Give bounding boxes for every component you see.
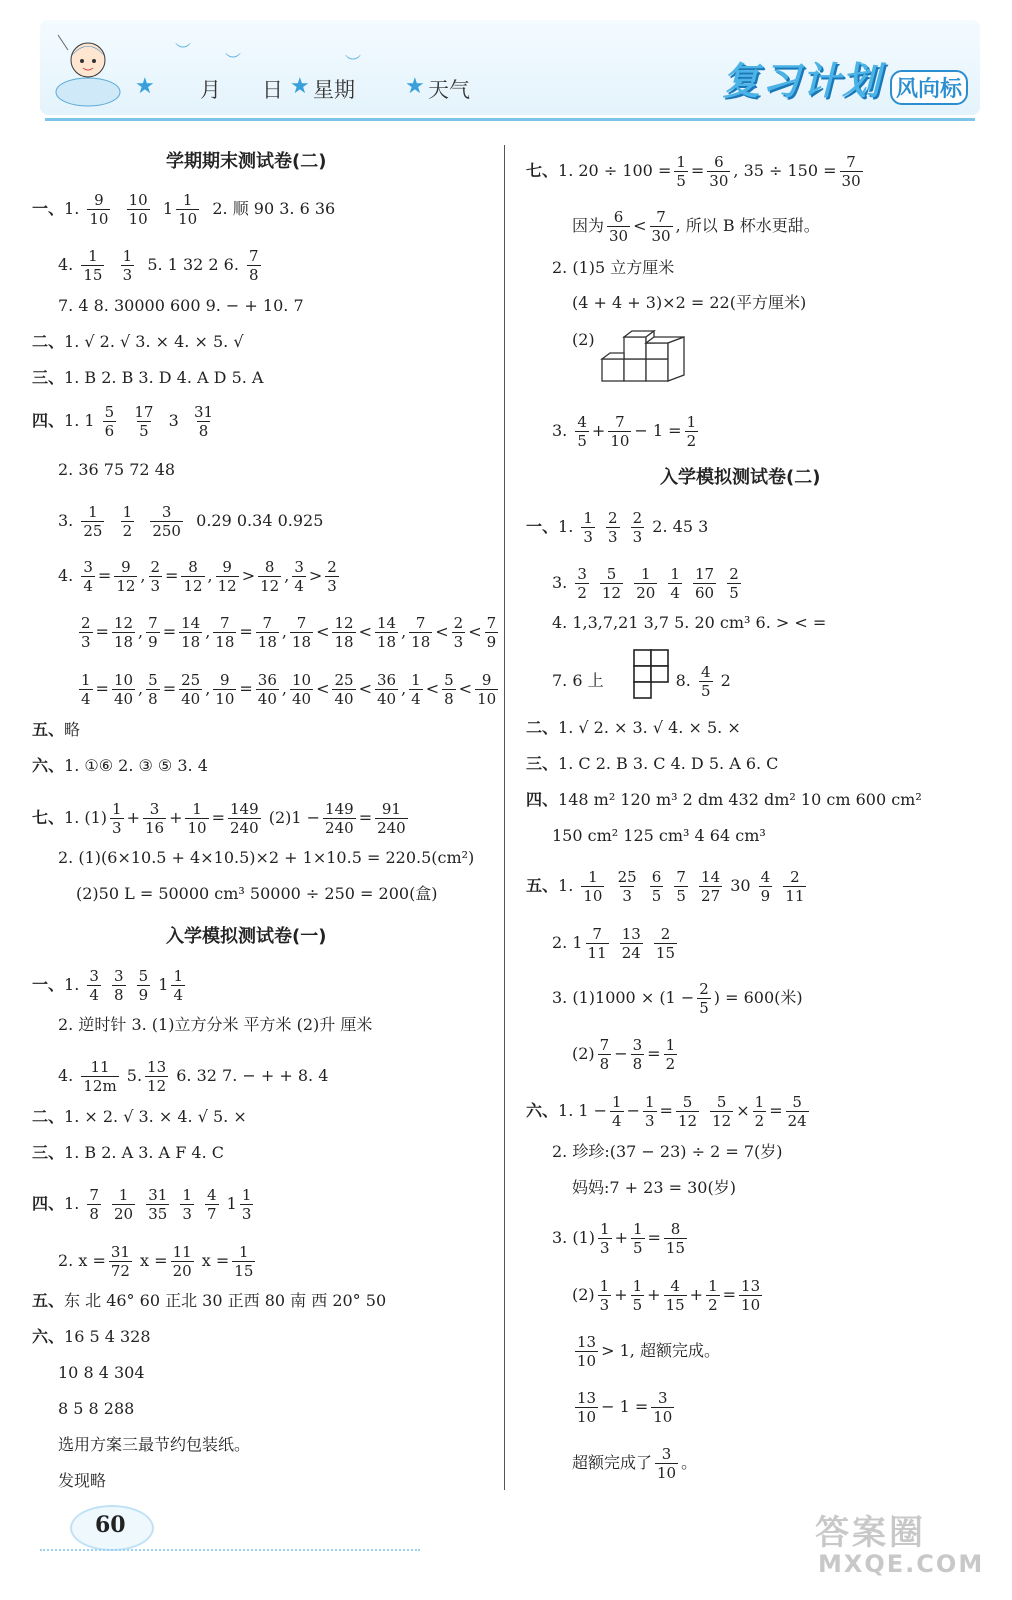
fraction: $\frac{5}{12}$ (712, 1093, 732, 1130)
fraction: $\frac{13}{24}$ (621, 925, 641, 962)
fraction: $\frac{13}{10}$ (577, 1389, 597, 1426)
fraction: $\frac{7}{8}$ (599, 1036, 610, 1073)
fraction: $\frac{1}{3}$ (645, 1093, 655, 1130)
answer-line: 3. $\frac{4}{5}$ + $\frac{7}{10}$ − 1 = $\frac{1}{2}$ (552, 413, 697, 450)
answer-line: (2) $\frac{1}{3}$ + $\frac{1}{5}$ + $\frac{4}{15}$ + $\frac{1}{2}$ = $\frac{13}{10}$ (572, 1277, 761, 1314)
fraction: $\frac{8}{15}$ (665, 1220, 686, 1257)
fraction: $\frac{7}{30}$ (841, 153, 861, 190)
answer-line: 2. x = $\frac{31}{72}$ x = $\frac{11}{20}$ x = $\frac{1}{15}$ (58, 1243, 254, 1280)
fraction: $\frac{14}{18}$ (181, 614, 201, 651)
fraction: $\frac{13}{12}$ (147, 1058, 167, 1095)
answer-line: (2) (572, 330, 595, 349)
fraction: $\frac{7}{9}$ (486, 614, 497, 651)
fraction: $\frac{1}{5}$ (632, 1277, 643, 1314)
star-icon: ★ (405, 74, 425, 99)
fraction: $\frac{31}{35}$ (148, 1186, 168, 1223)
answer-line: (2) $\frac{7}{8}$ − $\frac{3}{8}$ = $\frac{1}{2}$ (572, 1036, 676, 1073)
watermark-logo: 答案圈 (815, 1513, 926, 1553)
fraction: $\frac{9}{10}$ (477, 671, 497, 708)
fraction: $\frac{6}{30}$ (609, 208, 629, 245)
answer-line: $\frac{1}{4}$ = $\frac{10}{40}$ , $\frac{5}{8}$ = $\frac{25}{40}$ , $\frac{9}{10}$ = $\frac{36}{40}$ , $\frac{10}{40}$ < $\frac{25}{40}$ < $\frac{36}{40}$ , $\frac{1}{4}$ < $\frac{5}{8}$ < $\frac{9}{10}$ (81, 671, 497, 708)
fraction: $\frac{1}{4}$ (411, 671, 421, 708)
answer-line: 妈妈:7 + 23 = 30(岁) (572, 1178, 736, 1197)
answer-line: 3. (1) $\frac{1}{3}$ + $\frac{1}{5}$ = $\frac{8}{15}$ (552, 1220, 686, 1257)
fraction: $\frac{11}{12m}$ (83, 1058, 117, 1095)
answer-line: 8 5 8 288 (58, 1399, 135, 1418)
fraction: $\frac{3}{4}$ (89, 967, 99, 1004)
fraction: $\frac{2}{3}$ (608, 509, 618, 546)
fraction: $\frac{7}{5}$ (676, 868, 686, 905)
fraction: $\frac{4}{15}$ (665, 1277, 685, 1314)
section-title: 入学模拟测试卷(一) (166, 926, 327, 947)
answer-line: 四、1. $\frac{7}{8}$ $\frac{1}{20}$ $\frac{31}{35}$ $\frac{1}{3}$ $\frac{4}{7}$ 1 $\frac{1}{3}$ (32, 1186, 252, 1223)
fraction: $\frac{3}{10}$ (657, 1445, 677, 1482)
fraction: $\frac{6}{30}$ (709, 153, 729, 190)
fraction: $\frac{4}{7}$ (207, 1186, 217, 1223)
brand-logo: 复习计划 (722, 59, 883, 103)
answer-line: 七、1. (1) $\frac{1}{3}$ + $\frac{3}{16}$ + $\frac{1}{10}$ = $\frac{149}{240}$ (2)1 − $\frac{149}{240}$ = $\frac{91}{240}$ (32, 800, 406, 837)
fraction: $\frac{9}{12}$ (116, 558, 136, 595)
header-rule (45, 118, 975, 121)
answer-line: 四、1. 1 $\frac{5}{6}$ $\frac{17}{5}$ 3 $\frac{31}{8}$ (32, 403, 214, 440)
answer-line: 二、1. √ 2. × 3. √ 4. × 5. × (526, 718, 741, 737)
fraction: $\frac{7}{18}$ (215, 614, 235, 651)
fraction: $\frac{5}{8}$ (148, 671, 158, 708)
fraction: $\frac{5}{9}$ (138, 967, 149, 1004)
fraction: $\frac{1}{2}$ (665, 1036, 676, 1073)
fraction: $\frac{4}{5}$ (700, 663, 711, 700)
fraction: $\frac{7}{9}$ (148, 614, 158, 651)
fraction: $\frac{13}{10}$ (741, 1277, 761, 1314)
page-number: 60 (95, 1512, 126, 1538)
bird-icon: ︶ (225, 51, 242, 70)
fraction: $\frac{1}{3}$ (599, 1277, 610, 1314)
cartoon-girl-icon (48, 30, 123, 110)
bird-icon: ︶ (345, 53, 362, 72)
answer-line: 六、1. 1 − $\frac{1}{4}$ − $\frac{1}{3}$ = $\frac{5}{12}$ $\frac{5}{12}$ × $\frac{1}{2}$ = $\frac{5}{24}$ (526, 1093, 807, 1130)
fraction: $\frac{2}{11}$ (785, 868, 805, 905)
fraction: $\frac{7}{11}$ (587, 925, 607, 962)
fraction: $\frac{14}{27}$ (701, 868, 721, 905)
answer-line: (4 + 4 + 3)×2 = 22(平方厘米) (572, 293, 807, 312)
fraction: $\frac{2}{5}$ (699, 980, 709, 1017)
fraction: $\frac{1}{3}$ (583, 509, 593, 546)
fraction: $\frac{1}{3}$ (600, 1220, 610, 1257)
answer-line: 二、1. × 2. √ 3. × 4. √ 5. × (32, 1107, 247, 1126)
answer-line: 三、1. C 2. B 3. C 4. D 5. A 6. C (526, 754, 779, 773)
answer-line: 3. (1)1000 × (1 − $\frac{2}{5}$ ) = 600(米) (552, 980, 803, 1017)
answer-line: 六、16 5 4 328 (32, 1327, 151, 1346)
fraction: $\frac{7}{30}$ (651, 208, 671, 245)
answer-line: 2. (1)(6×10.5 + 4×10.5)×2 + 1×10.5 = 220.5(cm²) (58, 848, 475, 867)
section-title: 学期期末测试卷(二) (166, 151, 327, 172)
block-view-figure (632, 648, 672, 700)
column-divider (504, 145, 505, 1490)
fraction: $\frac{7}{18}$ (411, 614, 431, 651)
answer-line: 三、1. B 2. A 3. A F 4. C (32, 1143, 224, 1162)
answer-line: (2)50 L = 50000 cm³ 50000 ÷ 250 = 200(盒) (76, 884, 438, 903)
fraction: $\frac{3}{4}$ (83, 558, 93, 595)
answer-line: 2. 珍珍:(37 − 23) ÷ 2 = 7(岁) (552, 1142, 783, 1161)
fraction: $\frac{31}{72}$ (110, 1243, 130, 1280)
answer-line: 五、略 (32, 720, 81, 739)
fraction: $\frac{2}{5}$ (729, 565, 739, 602)
fraction: $\frac{5}{8}$ (444, 671, 454, 708)
answer-line: 四、148 m² 120 m³ 2 dm 432 dm² 10 cm 600 cm² (526, 790, 922, 809)
fraction: $\frac{25}{3}$ (617, 868, 637, 905)
fraction: $\frac{1}{10}$ (187, 800, 207, 837)
fraction: $\frac{149}{240}$ (325, 800, 354, 837)
answer-line: 六、1. ①⑥ 2. ③ ⑤ 3. 4 (32, 756, 208, 775)
watermark-url: MXQE.COM (818, 1550, 985, 1578)
answer-line: 2. 逆时针 3. (1)立方分米 平方米 (2)升 厘米 (58, 1015, 373, 1034)
fraction: $\frac{11}{20}$ (172, 1243, 192, 1280)
brand-sub-logo: 风向标 (890, 70, 968, 105)
star-icon: ★ (290, 74, 310, 99)
fraction: $\frac{1}{2}$ (708, 1277, 718, 1314)
section-title: 入学模拟测试卷(二) (660, 467, 821, 488)
fraction: $\frac{1}{3}$ (241, 1186, 252, 1223)
answer-line: 一、1. $\frac{3}{4}$ $\frac{3}{8}$ $\frac{5}{9}$ 1 $\frac{1}{4}$ (32, 967, 184, 1004)
fraction: $\frac{1}{3}$ (112, 800, 122, 837)
page-header (0, 0, 1012, 130)
fraction: $\frac{13}{10}$ (577, 1333, 597, 1370)
fraction: $\frac{4}{5}$ (577, 413, 587, 450)
fraction: $\frac{36}{40}$ (376, 671, 397, 708)
fraction: $\frac{1}{20}$ (114, 1186, 134, 1223)
fraction: $\frac{14}{18}$ (376, 614, 397, 651)
fraction: $\frac{6}{5}$ (651, 868, 662, 905)
answer-line: 4. 1,3,7,21 3,7 5. 20 cm³ 6. > < = (552, 613, 827, 632)
fraction: $\frac{17}{60}$ (695, 565, 715, 602)
fraction: $\frac{1}{10}$ (583, 868, 603, 905)
answer-line: $\frac{13}{10}$ > 1, 超额完成。 (577, 1333, 720, 1370)
answer-line: 五、1. $\frac{1}{10}$ $\frac{25}{3}$ $\frac{6}{5}$ $\frac{7}{5}$ $\frac{14}{27}$ 30 $\frac{4}{9}$ $\frac{2}{11}$ (526, 868, 805, 905)
fraction: $\frac{5}{12}$ (677, 1093, 698, 1130)
star-icon: ★ (135, 74, 155, 99)
fraction: $\frac{3}{16}$ (144, 800, 165, 837)
fraction: $\frac{1}{4}$ (173, 967, 184, 1004)
fraction: $\frac{3}{8}$ (632, 1036, 643, 1073)
day-label: 日 (262, 78, 283, 102)
answer-line: 二、1. √ 2. √ 3. × 4. × 5. √ (32, 332, 244, 351)
fraction: $\frac{1}{4}$ (670, 565, 680, 602)
fraction: $\frac{3}{4}$ (294, 558, 304, 595)
fraction: $\frac{36}{40}$ (257, 671, 277, 708)
answer-line: 2. 1 $\frac{7}{11}$ $\frac{13}{24}$ $\frac{2}{15}$ (552, 925, 676, 962)
fraction: $\frac{12}{18}$ (334, 614, 354, 651)
fraction: $\frac{1}{5}$ (676, 153, 686, 190)
fraction: $\frac{1}{3}$ (182, 1186, 192, 1223)
fraction: $\frac{1}{2}$ (686, 413, 697, 450)
fraction: $\frac{7}{10}$ (610, 413, 630, 450)
fraction: $\frac{7}{18}$ (291, 614, 312, 651)
fraction: $\frac{4}{9}$ (760, 868, 771, 905)
answer-line: 一、1. $\frac{1}{3}$ $\frac{2}{3}$ $\frac{2}{3}$ 2. 45 3 (526, 509, 709, 546)
fraction: $\frac{2}{3}$ (632, 509, 643, 546)
answer-line: 4. $\frac{3}{4}$ = $\frac{9}{12}$ , $\frac{2}{3}$ = $\frac{8}{12}$ , $\frac{9}{12}$ > $\frac{8}{12}$ , $\frac{3}{4}$ > $\frac{2}{3}$ (58, 558, 337, 595)
fraction: $\frac{1}{15}$ (234, 1243, 254, 1280)
answer-line: 4. $\frac{11}{12m}$ 5. $\frac{13}{12}$ 6. 32 7. − + + 8. 4 (58, 1058, 329, 1095)
bird-icon: ︶ (175, 41, 192, 60)
fraction: $\frac{2}{3}$ (453, 614, 464, 651)
answer-line: $\frac{2}{3}$ = $\frac{12}{18}$ , $\frac{7}{9}$ = $\frac{14}{18}$ , $\frac{7}{18}$ = $\frac{7}{18}$ , $\frac{7}{18}$ < $\frac{12}{18}$ < $\frac{14}{18}$ , $\frac{7}{18}$ < $\frac{2}{3}$ < $\frac{7}{9}$ (81, 614, 497, 651)
fraction: $\frac{3}{8}$ (114, 967, 124, 1004)
month-label: 月 (200, 78, 221, 102)
fraction: $\frac{5}{24}$ (787, 1093, 807, 1130)
fraction: $\frac{8}{12}$ (183, 558, 203, 595)
answer-line: $\frac{13}{10}$ − 1 = $\frac{3}{10}$ (577, 1389, 673, 1426)
fraction: $\frac{1}{4}$ (612, 1093, 622, 1130)
answer-line: 7. 6 上 8. $\frac{4}{5}$ 2 (552, 663, 731, 700)
fraction: $\frac{3}{10}$ (653, 1389, 673, 1426)
fraction: $\frac{12}{18}$ (113, 614, 134, 651)
fraction: $\frac{7}{18}$ (257, 614, 277, 651)
answer-line: 五、东 北 46° 60 正北 30 正西 80 南 西 20° 50 (32, 1291, 387, 1310)
fraction: $\frac{8}{12}$ (260, 558, 280, 595)
answer-line: 2. (1)5 立方厘米 (552, 258, 675, 277)
answer-line: 3. $\frac{3}{2}$ $\frac{5}{12}$ $\frac{1}{20}$ $\frac{1}{4}$ $\frac{17}{60}$ $\frac{2}{5}$ (552, 565, 739, 602)
fraction: $\frac{1}{5}$ (632, 1220, 643, 1257)
weather-label: 天气 (428, 78, 470, 102)
answer-line: 三、1. B 2. B 3. D 4. A D 5. A (32, 368, 264, 387)
fraction: $\frac{25}{40}$ (334, 671, 354, 708)
answer-line: 超额完成了 $\frac{3}{10}$ 。 (572, 1445, 698, 1482)
fraction: $\frac{2}{15}$ (655, 925, 676, 962)
answer-line: 10 8 4 304 (58, 1363, 145, 1382)
weekday-label: 星期 (313, 78, 355, 102)
fraction: $\frac{2}{3}$ (81, 614, 91, 651)
fraction: $\frac{3}{2}$ (577, 565, 587, 602)
fraction: $\frac{1}{20}$ (636, 565, 656, 602)
answer-line: 七、1. 20 ÷ 100 = $\frac{1}{5}$ = $\frac{6}{30}$ , 35 ÷ 150 = $\frac{7}{30}$ (526, 153, 861, 190)
fraction: $\frac{10}{40}$ (291, 671, 312, 708)
fraction: $\frac{91}{240}$ (377, 800, 406, 837)
fraction: $\frac{1}{2}$ (754, 1093, 765, 1130)
fraction: $\frac{1}{4}$ (81, 671, 91, 708)
answer-line: 3. $\frac{1}{25}$ $\frac{1}{2}$ $\frac{3}{250}$ 0.29 0.34 0.925 (58, 503, 324, 540)
answer-line: 150 cm² 125 cm³ 4 64 cm³ (552, 826, 766, 845)
answer-line: 选用方案三最节约包装纸。 (58, 1435, 251, 1454)
fraction: $\frac{2}{3}$ (150, 558, 161, 595)
fraction: $\frac{9}{10}$ (215, 671, 235, 708)
answer-line: 2. 36 75 72 48 (58, 460, 176, 479)
fraction: $\frac{10}{40}$ (113, 671, 134, 708)
answer-line: 一、1. $\frac{9}{10}$ $\frac{10}{10}$ 1 $\frac{1}{10}$ 2. 顺 90 3. 6 36 (32, 191, 336, 228)
fraction: $\frac{149}{240}$ (229, 800, 259, 837)
answer-line: 7. 4 8. 30000 600 9. − + 10. 7 (58, 296, 304, 315)
fraction: $\frac{2}{3}$ (327, 558, 337, 595)
fraction: $\frac{9}{12}$ (217, 558, 237, 595)
answer-line: 因为 $\frac{6}{30}$ < $\frac{7}{30}$ , 所以 B 杯水更甜。 (572, 208, 820, 245)
answer-line: 发现略 (58, 1471, 107, 1490)
fraction: $\frac{7}{8}$ (89, 1186, 99, 1223)
footer-dotted-rule (40, 1535, 420, 1551)
fraction: $\frac{25}{40}$ (181, 671, 201, 708)
cube-stack-figure (600, 325, 690, 387)
answer-line: 4. $\frac{1}{15}$ $\frac{1}{3}$ 5. 1 32 2 6. $\frac{7}{8}$ (58, 247, 259, 284)
fraction: $\frac{5}{12}$ (602, 565, 622, 602)
